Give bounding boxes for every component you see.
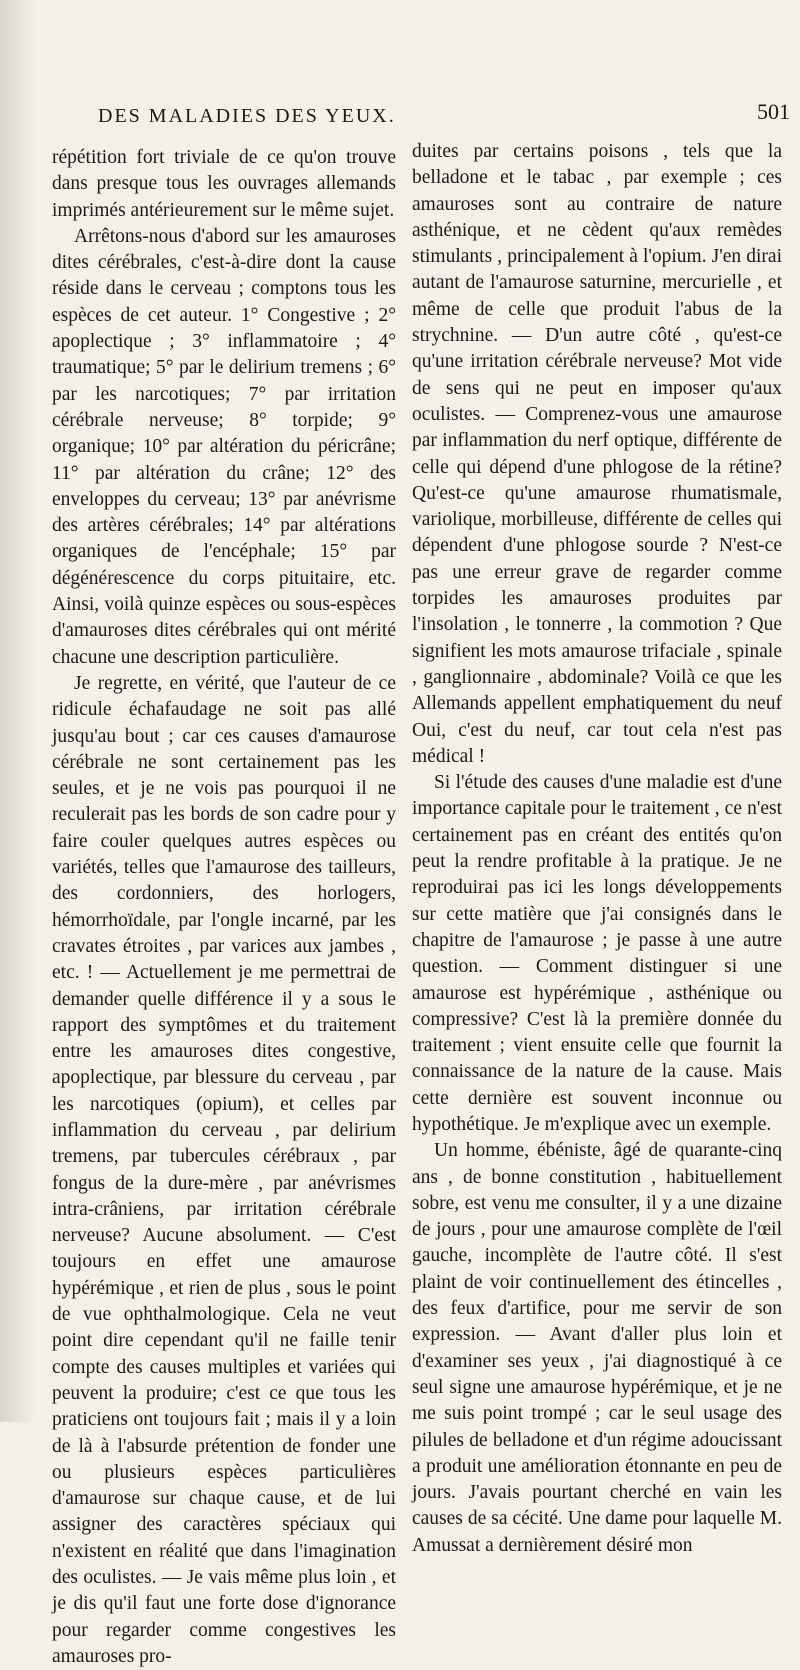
page-gutter-shadow [0, 0, 36, 1422]
paragraph: répétition fort triviale de ce qu'on trouve dans presque tous les ouvrages allemands imprimés antérieurement sur le même sujet. [52, 147, 396, 221]
paragraph: Si l'étude des causes d'une maladie est d'une importance capitale pour le traitement , ce n'est certainement pas en créant des entités qu'on peut la rendre profitable à la pratique. Je ne reproduirai pas ici les longs développements sur cette matière que j'ai consignés dans le chapitre de l'amaurose ; je passe à une autre question. — Comment distinguer si une amaurose est hypérémique , asthénique ou compressive? C'est là la première donnée du traitement ; vient ensuite celle que fournit la connaissance de la nature de la cause. Mais cette dernière est souvent inconnue ou hypothétique. Je m'explique avec un exemple. [412, 772, 782, 1135]
page-header [40, 99, 792, 139]
paragraph: duites par certains poisons , tels que la belladone et le tabac , par exemple ; ces amauroses sont au contraire de nature asthénique, et ne cèdent qu'aux remèdes stimulants , principalement à l'opium. J'en dirai autant de l'amaurose saturnine, mercurielle , et même de celle que produit l'abus de la strychnine. — D'un autre côté , qu'est-ce qu'une irritation cérébrale nerveuse? Mot vide de sens qui ne peut en imposer qu'aux oculistes. — Comprenez-vous une amaurose par inflammation du nerf optique, différente de celle qui dépend d'une phlogose de la rétine? Qu'est-ce qu'une amaurose rhumatismale, variolique, morbilleuse, différente de celles qui dépendent d'une phlogose sourde ? N'est-ce pas une erreur grave de regarder comme torpides les amauroses produites par l'insolation , le tonnerre , la commotion ? Que signifient les mots amaurose trifaciale , spinale , ganglionnaire , abdominale? Voilà ce que les Allemands appellent emphatiquement du neuf Oui, c'est du neuf, car tout cela n'est pas médical ! [412, 141, 782, 767]
left-column [52, 145, 396, 1670]
paragraph: Arrêtons-nous d'abord sur les amauroses dites cérébrales, c'est-à-dire dont la cause réside dans le cerveau ; comptons tous les espèces de cet auteur. 1° Congestive ; 2° apoplectique ; 3° inflammatoire ; 4° traumatique; 5° par le delirium tremens ; 6° par les narcotiques; 7° par irritation cérébrale nerveuse; 8° torpide; 9° organique; 10° par altération du péricrâne; 11° par altération du crâne; 12° des enveloppes du cerveau; 13° par anévrisme des artères cérébrales; 14° par altérations organiques de l'encéphale; 15° par dégénérescence du corps pituitaire, etc. Ainsi, voilà quinze espèces ou sous-espèces d'amauroses dites cérébrales qui ont mérité chacune une description particulière. [52, 225, 396, 668]
paragraph: Un homme, ébéniste, âgé de quarante-cinq ans , de bonne constitution , habituellement sobre, est venu me consulter, il y a une dizaine de jours , pour une amaurose complète de l'œil gauche, incomplète de l'autre côté. Il s'est plaint de voir continuellement des étincelles , des feux d'artifice, pour me servir de son expression. — Avant d'aller plus loin et d'examiner ses yeux , j'ai diagnostiqué à ce seul signe une amaurose hypérémique, et je ne me suis point trompé ; car le seul usage des pilules de belladone et d'un régime adoucissant a produit une amélioration étonnante en peu de jours. J'avais pourtant cherché en vain les causes de sa cécité. Une dame pour laquelle M. Amussat a dernièrement désiré mon [412, 1140, 782, 1556]
running-head: DES MALADIES DES YEUX. [98, 105, 396, 127]
page-number: 501 [757, 99, 790, 124]
paragraph: Je regrette, en vérité, que l'auteur de ce ridicule échafaudage ne soit pas allé jusqu'au bout ; car ces causes d'amaurose cérébrale ne sont certainement pas les seules, et je ne vois pas pourquoi il ne reculerait pas les bords de son cadre pour y faire couler quelques autres espèces ou variétés, telles que l'amaurose des tailleurs, des cordonniers, des horlogers, hémorrhoïdale, par l'ongle incarné, par les cravates étroites , par varices aux jambes , etc. ! — Actuellement je me permettrai de demander quelle différence il y a sous le rapport des symptômes et du traitement entre les amauroses dites congestive, apoplectique, par blessure du cerveau , par les narcotiques (opium), et celles par inflammation du cerveau , par delirium tremens, par tubercules cérébraux , par fongus de la dure-mère , par anévrismes intra-crâniens, par irritation cérébrale nerveuse? Aucune absolument. — C'est toujours en effet une amaurose hypérémique , et rien de plus , sous le point de vue ophthalmologique. Cela ne veut point dire cependant qu'il ne faille tenir compte des causes multiples et variées qui peuvent la produire; c'est ce que tous les praticiens ont toujours fait ; mais il y a loin de là à l'absurde prétention de fonder une ou plusieurs espèces particulières d'amaurose sur chaque cause, et de lui assigner des caractères spéciaux qui n'existent en réalité que dans l'imagination des oculistes. — Je vais même plus loin , et je dis qu'il faut une forte dose d'ignorance pour regarder comme congestives les amauroses pro- [52, 672, 396, 1667]
right-column [412, 139, 782, 1559]
